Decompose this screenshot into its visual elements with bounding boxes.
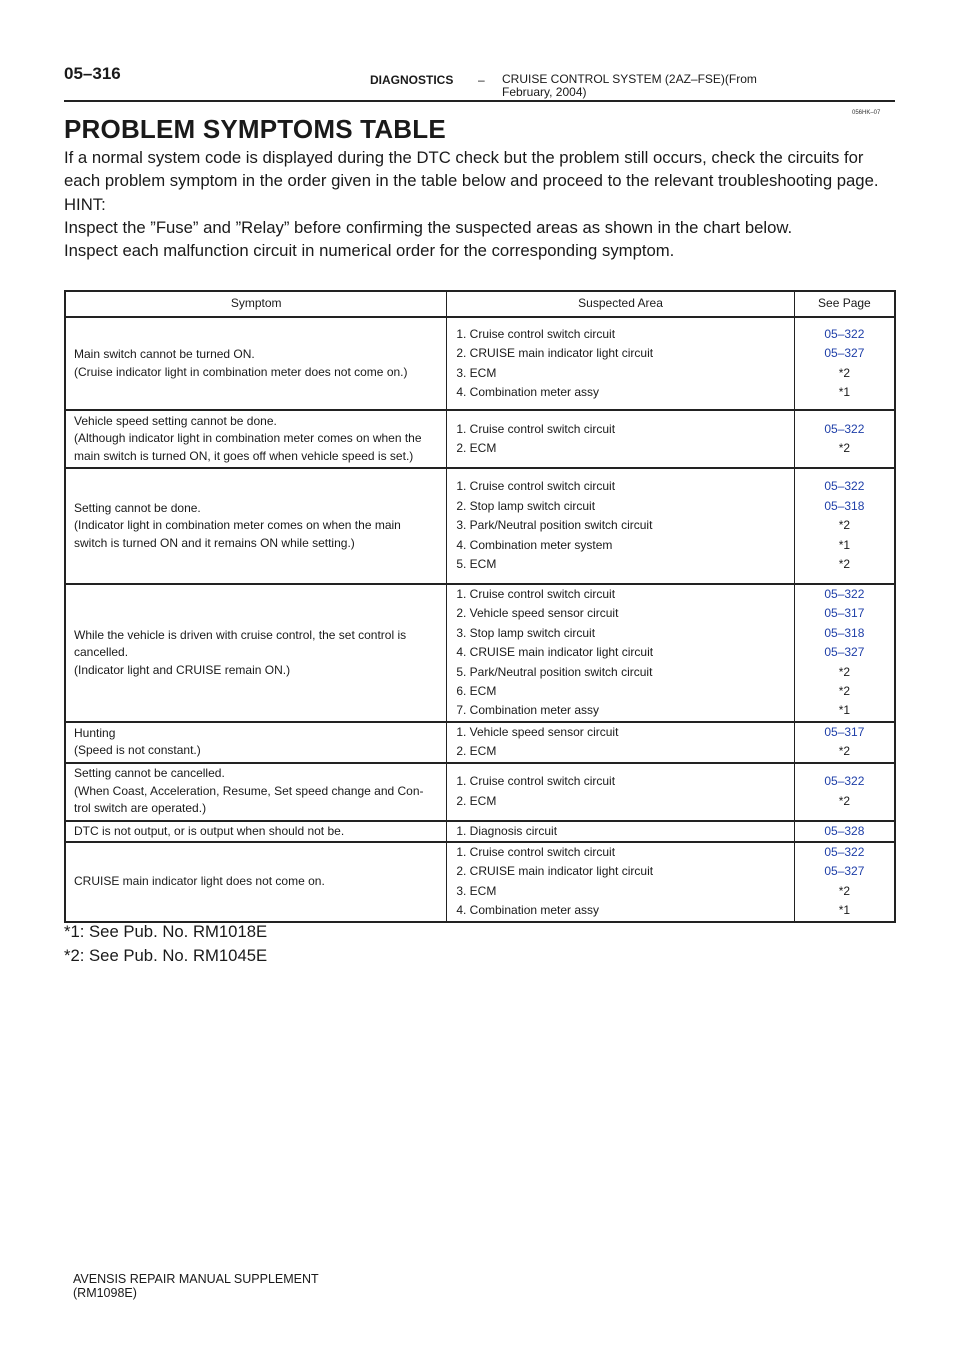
- symptom-cell: [65, 842, 447, 922]
- suspected-area-item: 2. Vehicle speed sensor circuit: [456, 606, 619, 621]
- document-code: 056HK–07: [852, 110, 881, 116]
- header-section: DIAGNOSTICS: [370, 73, 454, 87]
- symptom-text: Vehicle speed setting cannot be done.: [74, 413, 277, 428]
- column-header-suspected-area: Suspected Area: [447, 291, 794, 317]
- intro-text: [64, 146, 898, 262]
- suspected-area-item: 1. Cruise control switch circuit: [456, 774, 616, 789]
- suspected-area-item: 2. ECM: [456, 793, 497, 808]
- publication-reference: *2: [838, 744, 851, 759]
- symptom-text: trol switch are operated.): [74, 801, 207, 816]
- see-page-cell: [794, 763, 895, 821]
- suspected-area-cell: [447, 584, 794, 722]
- see-page-cell: [794, 410, 895, 468]
- suspected-area-item: 4. Combination meter assy: [456, 903, 600, 918]
- suspected-area-cell: [447, 468, 794, 584]
- symptom-text: While the vehicle is driven with cruise control, the set control is: [74, 627, 407, 642]
- table-header-row: [65, 291, 895, 317]
- suspected-area-item: 6. ECM: [456, 684, 497, 699]
- symptom-text: (When Coast, Acceleration, Resume, Set speed change and Con-: [74, 783, 424, 798]
- page-reference-link[interactable]: 05–322: [824, 845, 865, 860]
- publication-reference: *1: [838, 903, 851, 918]
- see-page-cell: [794, 584, 895, 722]
- symptom-text: Hunting: [74, 725, 116, 740]
- see-page-list: [795, 420, 894, 459]
- table-body: [65, 317, 895, 922]
- publication-reference: *2: [838, 441, 851, 455]
- page-reference-link[interactable]: 05–322: [824, 421, 865, 436]
- table-row: [65, 722, 895, 763]
- publication-reference: *1: [838, 384, 851, 399]
- footnotes: [64, 920, 267, 967]
- suspected-area-cell: [447, 410, 794, 468]
- symptom-cell: [65, 821, 447, 842]
- publication-reference: *1: [838, 703, 851, 718]
- symptom-text: cancelled.: [74, 645, 129, 660]
- symptom-text: (Although indicator light in combination meter comes on when the: [74, 431, 422, 446]
- suspected-area-item: 2. ECM: [456, 744, 497, 759]
- page-reference-link[interactable]: 05–318: [824, 498, 865, 513]
- suspected-area-item: 4. Combination meter system: [456, 537, 613, 552]
- symptom-cell: [65, 763, 447, 821]
- symptom-text: main switch is turned ON, it goes off when vehicle speed is set.): [74, 448, 414, 463]
- suspected-area-item: 3. Park/Neutral position switch circuit: [456, 518, 653, 533]
- suspected-area-item: 2. Stop lamp switch circuit: [456, 498, 596, 513]
- page-number: 05–316: [64, 64, 121, 83]
- publication-reference: *2: [838, 793, 851, 808]
- symptom-text: DTC is not output, or is output when should not be.: [74, 823, 345, 838]
- suspected-area-cell: [447, 317, 794, 410]
- page-reference-link[interactable]: 05–328: [824, 823, 865, 838]
- page-reference-link[interactable]: 05–322: [824, 479, 865, 494]
- symptom-text: Main switch cannot be turned ON.: [74, 347, 255, 361]
- suspected-area-list: [447, 723, 793, 762]
- problem-symptoms-table: [64, 290, 896, 923]
- suspected-area-item: 1. Cruise control switch circuit: [456, 421, 616, 436]
- column-header-symptom: Symptom: [65, 291, 447, 317]
- table-row: [65, 821, 895, 842]
- publication-reference: *2: [838, 684, 851, 699]
- symptom-text: (Cruise indicator light in combination meter does not come on.): [74, 364, 408, 379]
- suspected-area-item: 1. Cruise control switch circuit: [456, 479, 616, 494]
- publication-reference: *2: [838, 365, 851, 380]
- table-row: [65, 842, 895, 922]
- suspected-area-item: 5. Park/Neutral position switch circuit: [456, 664, 653, 679]
- suspected-area-item: 1. Cruise control switch circuit: [456, 587, 616, 601]
- publication-reference: *2: [838, 518, 851, 533]
- page-reference-link[interactable]: 05–327: [824, 346, 865, 361]
- see-page-list: [795, 325, 894, 403]
- suspected-area-item: 3. ECM: [456, 883, 497, 898]
- see-page-list: [795, 723, 894, 762]
- suspected-area-item: 7. Combination meter assy: [456, 703, 600, 718]
- page-reference-link[interactable]: 05–322: [824, 774, 865, 789]
- suspected-area-item: 4. CRUISE main indicator light circuit: [456, 645, 654, 660]
- suspected-area-list: [447, 822, 793, 841]
- table-row: [65, 317, 895, 410]
- see-page-list: [795, 843, 894, 921]
- hint-label: HINT:: [64, 194, 106, 214]
- column-header-see-page: See Page: [794, 291, 895, 317]
- suspected-area-item: 1. Diagnosis circuit: [456, 823, 558, 838]
- suspected-area-list: [447, 843, 793, 921]
- see-page-cell: [794, 317, 895, 410]
- publication-reference: *1: [838, 537, 851, 552]
- symptom-text: (Indicator light and CRUISE remain ON.): [74, 662, 291, 677]
- page-title: PROBLEM SYMPTOMS TABLE: [64, 114, 446, 144]
- see-page-list: [795, 585, 894, 721]
- suspected-area-list: [447, 585, 793, 721]
- suspected-area-list: [447, 772, 793, 811]
- suspected-area-list: [447, 477, 793, 574]
- header-title: CRUISE CONTROL SYSTEM (2AZ–FSE)(From February, 2004): [502, 72, 757, 99]
- suspected-area-item: 2. CRUISE main indicator light circuit: [456, 346, 654, 361]
- suspected-area-item: 4. Combination meter assy: [456, 384, 600, 399]
- hint-line: Inspect each malfunction circuit in numerical order for the corresponding symptom.: [64, 241, 675, 261]
- table-row: [65, 468, 895, 584]
- see-page-list: [795, 772, 894, 811]
- symptom-text: Setting cannot be done.: [74, 500, 201, 515]
- symptom-text: CRUISE main indicator light does not come on.: [74, 874, 325, 889]
- table-row: [65, 584, 895, 722]
- see-page-cell: [794, 722, 895, 763]
- see-page-cell: [794, 842, 895, 922]
- see-page-list: [795, 822, 894, 841]
- table-row: [65, 410, 895, 468]
- footnote: *2: See Pub. No. RM1045E: [64, 945, 268, 965]
- page-reference-link[interactable]: 05–317: [824, 724, 865, 739]
- suspected-area-item: 5. ECM: [456, 557, 497, 572]
- publication-reference: *2: [838, 557, 851, 572]
- suspected-area-list: [447, 325, 793, 403]
- suspected-area-item: 2. CRUISE main indicator light circuit: [456, 864, 654, 879]
- suspected-area-item: 3. Stop lamp switch circuit: [456, 625, 596, 640]
- publication-reference: *2: [838, 664, 851, 679]
- suspected-area-cell: [447, 842, 794, 922]
- page-reference-link[interactable]: 05–327: [824, 645, 865, 660]
- symptom-text: switch is turned ON and it remains ON while setting.): [74, 535, 355, 550]
- symptom-text: Setting cannot be cancelled.: [74, 766, 225, 781]
- suspected-area-item: 3. ECM: [456, 365, 497, 380]
- page-reference-link[interactable]: 05–317: [824, 606, 865, 621]
- symptom-cell: [65, 410, 447, 468]
- footnote: *1: See Pub. No. RM1018E: [64, 922, 268, 941]
- symptom-cell: [65, 722, 447, 763]
- see-page-cell: [794, 821, 895, 842]
- manual-code: (RM1098E): [73, 1286, 137, 1300]
- see-page-cell: [794, 468, 895, 584]
- symptom-cell: [65, 584, 447, 722]
- suspected-area-cell: [447, 763, 794, 821]
- suspected-area-cell: [447, 821, 794, 842]
- publication-reference: *2: [838, 883, 851, 898]
- symptom-text: (Speed is not constant.): [74, 743, 201, 758]
- page-reference-link[interactable]: 05–318: [824, 625, 865, 640]
- page-reference-link[interactable]: 05–322: [824, 326, 865, 341]
- suspected-area-cell: [447, 722, 794, 763]
- symptom-cell: [65, 468, 447, 584]
- header-separator: –: [478, 73, 485, 87]
- suspected-area-item: 1. Cruise control switch circuit: [456, 845, 616, 860]
- header-rule: [64, 100, 895, 102]
- suspected-area-item: 1. Cruise control switch circuit: [456, 326, 616, 341]
- page-footer: [73, 1272, 319, 1300]
- suspected-area-item: 1. Vehicle speed sensor circuit: [456, 724, 619, 739]
- symptom-text: (Indicator light in combination meter comes on when the main: [74, 518, 401, 533]
- suspected-area-list: [447, 420, 793, 459]
- table-row: [65, 763, 895, 821]
- page-reference-link[interactable]: 05–327: [824, 864, 865, 879]
- symptom-cell: [65, 317, 447, 410]
- hint-line: Inspect the ”Fuse” and ”Relay” before confirming the suspected areas as shown in the chart below.: [64, 217, 793, 237]
- page-reference-link[interactable]: 05–322: [824, 587, 865, 601]
- manual-name: AVENSIS REPAIR MANUAL SUPPLEMENT: [73, 1272, 319, 1286]
- see-page-list: [795, 477, 894, 574]
- suspected-area-item: 2. ECM: [456, 441, 497, 455]
- intro-paragraph: If a normal system code is displayed during the DTC check but the problem still occurs, check the circuits for each problem symptom in the order given in the table below and proceed to the relevant troubleshooting page.: [64, 148, 879, 191]
